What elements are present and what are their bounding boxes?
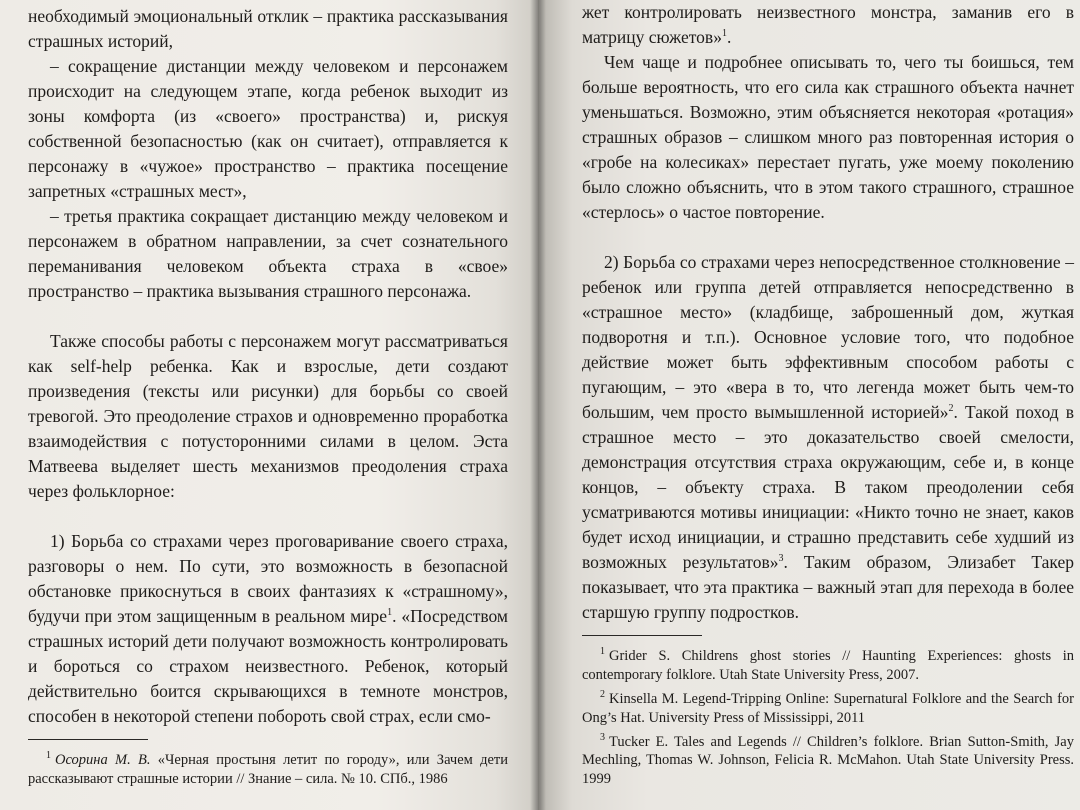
book-spine-shadow [530, 0, 546, 810]
footnote-text: Grider S. Childrens ghost stories // Haunting Experiences: ghosts in contemporary folklore. Utah State University Press, 2007. [582, 647, 1074, 683]
footnote [582, 728, 1074, 790]
paragraph-text: . «Посредством страшных историй дети получают возможность контролировать и бороться со страхом неизвестного. Ребенок, который действительно боится скрывающихся в темноте монстров, способен в некоторой степени побороть свой страх, если смо- [28, 606, 508, 726]
paragraph [582, 0, 1074, 50]
footnote-number: 1 [600, 646, 605, 657]
paragraph [582, 250, 1074, 625]
paragraph: необходимый эмоциональный отклик – практика рассказывания страшных историй, [28, 6, 508, 51]
footnote-text: «Черная простыня летит по городу», или Зачем дети рассказывают страшные истории // Знание – сила. № 10. СПб., 1986 [28, 751, 509, 787]
paragraph-text: жет контролировать неизвестного монстра, заманив его в матрицу сюжетов» [582, 2, 1074, 47]
paragraph-text: . Таким образом, Элизабет Такер показывает, что эта практика – важный этап для перехода в более старшую группу подростков. [582, 552, 1074, 622]
footnote-divider [28, 739, 148, 740]
footnote-number: 2 [600, 688, 605, 700]
paragraph: Чем чаще и подробнее описывать то, чего ты боишься, тем больше вероятность, что его сила как страшного объекта начнет уменьшаться. Возможно, этим объясняется некоторая «ротация» страшных образов – слишком много раз повторенная история о «гробе на колесиках» перестает пугать, уже моему поколению было сложно объяснить, что в этом такого страшного, страшное «стерлось» о частое повторение. [582, 52, 1074, 222]
footnote-divider [582, 635, 702, 636]
paragraph: – третья практика сокращает дистанцию между человеком и персонажем в обратном направлении, за счет сознательного переманивания человеком объекта страха в «свое» пространство – практика вызывания страшного персонажа. [28, 206, 508, 301]
paragraph [28, 529, 508, 729]
paragraph: – сокращение дистанции между человеком и персонажем происходит на следующем этапе, когда ребенок выходит из зоны комфорта (из «своего» пространства) и, рискуя собственной безопасностью (как он считает), отправляется к персонажу в «чужое» пространство – практика посещение запретных «страшных мест», [28, 56, 508, 201]
footnote-ref: 1 [721, 28, 727, 40]
footnote [582, 642, 1074, 685]
footnote-ref: 3 [778, 553, 784, 565]
paragraph: Также способы работы с персонажем могут рассматриваться как self-help ребенка. Как и взрослые, дети создают произведения (тексты или рисунки) для борьбы со своей тревогой. Это преодоление страхов и одновременно проработка взаимодействия с потусторонними силами в целом. Эста Матвеева выделяет шесть механизмов преодоления страха через фольклорное: [28, 331, 508, 501]
paragraph-text: . Такой поход в страшное место – это доказательство своей смелости, демонстрация отсутствия страха окружающим, себе и, в конце концов, – объекту страха. В таком преодолении себя усматриваются мотивы инициации: «Никто точно не знает, каков будет исход инициации, и страшно представить себе худший из возможных результатов» [582, 402, 1074, 572]
footnote-number: 1 [46, 750, 51, 761]
footnote-ref: 2 [948, 403, 954, 415]
right-page-body [582, 0, 1074, 625]
footnote-ref: 1 [387, 607, 393, 619]
left-page [0, 0, 538, 810]
footnote-text: Kinsella M. Legend-Tripping Online: Supernatural Folklore and the Search for Ong’s Hat. University Press of Mississippi, 2011 [582, 690, 1074, 726]
left-page-body [28, 4, 508, 729]
paragraph-text: 2) Борьба со страхами через непосредственное столкновение – ребенок или группа детей отправляется непосредственно в «страшное место» (кладбище, заброшенный дом, жуткая подворотня и т.п.). Основное условие того, что подобное действие может быть эффективным способом работы с пугающим, – это «вера в то, что легенда может быть чем-то большим, чем просто вымышленной историей» [582, 252, 1074, 422]
paragraph-text: 1) Борьба со страхами через проговаривание своего страха, разговоры о нем. По сути, это возможность в безопасной обстановке прикоснуться в своих фантазиях к «страшному», будучи при этом защищенным в реальном мире [28, 531, 508, 626]
footnote [582, 685, 1074, 728]
paragraph-text: . [726, 27, 732, 47]
footnote [28, 746, 508, 789]
footnote-author: Осорина М. В. [55, 751, 151, 768]
footnote-number: 3 [600, 731, 605, 743]
footnote-text: Tucker E. Tales and Legends // Children’s folklore. Brian Sutton-Smith, Jay Mechling, Thomas W. Johnson, Felicia R. McMahon. Utah State University Press. 1999 [582, 733, 1074, 788]
right-page [540, 0, 1080, 810]
